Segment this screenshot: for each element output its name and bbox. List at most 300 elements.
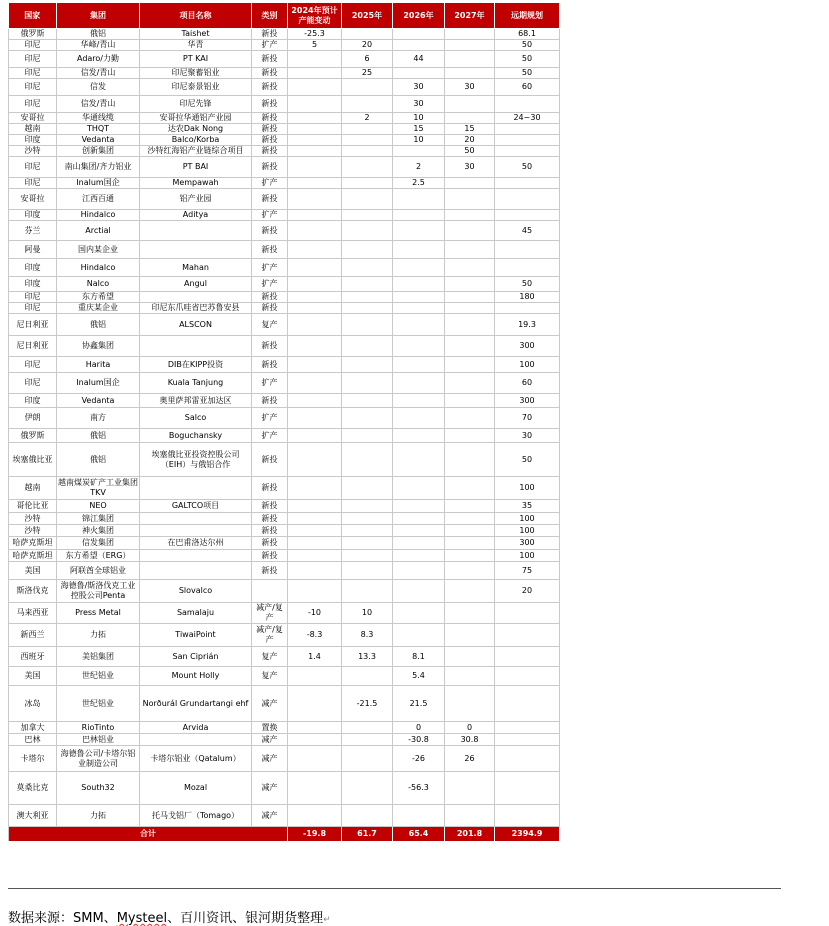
- cell-project: 奥里萨邦雷亚加达区: [140, 394, 252, 408]
- cell-y2027: [445, 68, 495, 79]
- table-body: [9, 29, 560, 827]
- cell-group: 神火集团: [57, 525, 140, 537]
- cell-country: 印尼: [9, 303, 57, 314]
- cell-y2026: -26: [393, 746, 445, 772]
- cell-y2025: 8.3: [342, 624, 393, 647]
- cell-group: THQT: [57, 124, 140, 135]
- cell-y2025: [342, 525, 393, 537]
- cell-y2026: 2.5: [393, 178, 445, 189]
- cell-y2024: [288, 525, 342, 537]
- cell-project: [140, 292, 252, 303]
- cell-y2027: [445, 314, 495, 336]
- cell-y2027: [445, 394, 495, 408]
- cell-y2024: [288, 68, 342, 79]
- cell-type: 复产: [252, 314, 288, 336]
- table-row: [9, 178, 560, 189]
- cell-country: 印尼: [9, 178, 57, 189]
- table-header-row: [9, 3, 560, 29]
- cell-type: 减产/复产: [252, 603, 288, 624]
- cell-y2026: 5.4: [393, 667, 445, 686]
- cell-group: 俄铝: [57, 314, 140, 336]
- cell-type: 新投: [252, 357, 288, 373]
- cell-y2027: [445, 29, 495, 40]
- cell-long-term: 19.3: [495, 314, 560, 336]
- cell-y2027: [445, 373, 495, 394]
- cell-y2027: 30: [445, 157, 495, 178]
- cell-y2025: [342, 772, 393, 805]
- cell-type: 复产: [252, 647, 288, 667]
- cell-group: NEO: [57, 500, 140, 513]
- cell-y2026: 30: [393, 79, 445, 96]
- cell-y2024: [288, 277, 342, 292]
- cell-y2025: [342, 221, 393, 241]
- cell-y2027: [445, 189, 495, 210]
- cell-country: 莫桑比克: [9, 772, 57, 805]
- cell-y2027: [445, 537, 495, 550]
- cell-project: Mozal: [140, 772, 252, 805]
- cell-y2025: [342, 562, 393, 580]
- cell-long-term: [495, 178, 560, 189]
- capacity-table: [8, 3, 560, 842]
- cell-project: [140, 513, 252, 525]
- cell-project: Slovalco: [140, 580, 252, 603]
- cell-y2024: [288, 259, 342, 277]
- cell-type: 新投: [252, 29, 288, 40]
- table-row: [9, 373, 560, 394]
- cell-long-term: [495, 96, 560, 113]
- cell-y2027: [445, 178, 495, 189]
- cell-y2026: [393, 805, 445, 827]
- cell-country: 印尼: [9, 79, 57, 96]
- header-2027: 2027年: [445, 3, 495, 29]
- cell-group: 俄铝: [57, 29, 140, 40]
- cell-y2024: [288, 221, 342, 241]
- cell-y2027: 0: [445, 722, 495, 734]
- table-row: [9, 746, 560, 772]
- cell-type: 新投: [252, 51, 288, 68]
- cell-country: 印尼: [9, 40, 57, 51]
- cell-y2025: [342, 292, 393, 303]
- cell-y2025: [342, 79, 393, 96]
- cell-y2026: 2: [393, 157, 445, 178]
- cell-long-term: 100: [495, 477, 560, 500]
- table-row: [9, 135, 560, 146]
- cell-country: 俄罗斯: [9, 29, 57, 40]
- cell-project: Mahan: [140, 259, 252, 277]
- cell-country: 印度: [9, 259, 57, 277]
- cell-project: [140, 477, 252, 500]
- cell-country: 越南: [9, 477, 57, 500]
- cell-type: 新投: [252, 124, 288, 135]
- cell-y2026: [393, 513, 445, 525]
- cell-y2025: [342, 667, 393, 686]
- cell-long-term: [495, 734, 560, 746]
- cell-y2025: [342, 394, 393, 408]
- cell-type: 新投: [252, 292, 288, 303]
- cell-y2027: [445, 51, 495, 68]
- cell-y2025: 25: [342, 68, 393, 79]
- cell-y2025: [342, 550, 393, 562]
- table-row: [9, 429, 560, 443]
- cell-type: 新投: [252, 79, 288, 96]
- cell-long-term: 50: [495, 277, 560, 292]
- table-row: [9, 124, 560, 135]
- cell-y2025: [342, 303, 393, 314]
- cell-type: 扩产: [252, 429, 288, 443]
- table-row: [9, 40, 560, 51]
- cell-long-term: 300: [495, 394, 560, 408]
- cell-group: 东方希望: [57, 292, 140, 303]
- cell-y2024: [288, 373, 342, 394]
- cell-y2027: [445, 647, 495, 667]
- cell-country: 卡塔尔: [9, 746, 57, 772]
- cell-y2025: 20: [342, 40, 393, 51]
- cell-country: 哈萨克斯坦: [9, 550, 57, 562]
- cell-y2024: [288, 292, 342, 303]
- cell-type: 新投: [252, 189, 288, 210]
- cell-y2026: 8.1: [393, 647, 445, 667]
- table-row: [9, 96, 560, 113]
- cell-long-term: [495, 722, 560, 734]
- cell-group: 国内某企业: [57, 241, 140, 259]
- cell-y2027: 15: [445, 124, 495, 135]
- cell-y2024: -10: [288, 603, 342, 624]
- cell-y2026: -56.3: [393, 772, 445, 805]
- cell-y2026: [393, 314, 445, 336]
- cell-y2024: -8.3: [288, 624, 342, 647]
- cell-type: 扩产: [252, 210, 288, 221]
- table-row: [9, 146, 560, 157]
- cell-country: 尼日利亚: [9, 314, 57, 336]
- cell-long-term: 35: [495, 500, 560, 513]
- cell-y2026: [393, 259, 445, 277]
- cell-y2024: [288, 96, 342, 113]
- cell-long-term: 50: [495, 157, 560, 178]
- cell-y2027: [445, 96, 495, 113]
- cell-project: Norðurál Grundartangi ehf: [140, 686, 252, 722]
- cell-type: 新投: [252, 550, 288, 562]
- cell-y2027: [445, 603, 495, 624]
- table-row: [9, 603, 560, 624]
- cell-y2025: [342, 210, 393, 221]
- total-row: [9, 827, 560, 842]
- cell-y2025: -21.5: [342, 686, 393, 722]
- cell-long-term: [495, 647, 560, 667]
- cell-type: 新投: [252, 96, 288, 113]
- cell-project: 印尼泰景铝业: [140, 79, 252, 96]
- cell-y2024: [288, 178, 342, 189]
- cell-long-term: [495, 189, 560, 210]
- cell-country: 芬兰: [9, 221, 57, 241]
- table-row: [9, 189, 560, 210]
- cell-group: 海德鲁/斯洛伐克工业控股公司Penta: [57, 580, 140, 603]
- table-row: [9, 772, 560, 805]
- table-row: [9, 336, 560, 357]
- cell-y2024: [288, 667, 342, 686]
- cell-y2026: [393, 443, 445, 477]
- cell-y2025: [342, 146, 393, 157]
- cell-project: GALTCO项目: [140, 500, 252, 513]
- cell-y2026: [393, 29, 445, 40]
- cell-y2025: [342, 429, 393, 443]
- table-row: [9, 513, 560, 525]
- header-2025: 2025年: [342, 3, 393, 29]
- cell-y2026: [393, 292, 445, 303]
- cell-project: [140, 525, 252, 537]
- table-row: [9, 79, 560, 96]
- cell-y2025: [342, 29, 393, 40]
- cell-type: 置换: [252, 722, 288, 734]
- cell-y2024: [288, 210, 342, 221]
- cell-y2026: 44: [393, 51, 445, 68]
- table-row: [9, 357, 560, 373]
- cell-y2024: [288, 189, 342, 210]
- cell-y2027: [445, 303, 495, 314]
- cell-country: 印尼: [9, 68, 57, 79]
- header-country: 国家: [9, 3, 57, 29]
- cell-long-term: [495, 210, 560, 221]
- cell-project: 华青: [140, 40, 252, 51]
- cell-y2024: [288, 772, 342, 805]
- cell-group: 信发/青山: [57, 96, 140, 113]
- header-project: 项目名称: [140, 3, 252, 29]
- cell-y2027: [445, 357, 495, 373]
- data-source-note: [8, 907, 331, 926]
- cell-long-term: 100: [495, 525, 560, 537]
- cell-y2024: [288, 135, 342, 146]
- cell-long-term: 300: [495, 537, 560, 550]
- cell-type: 新投: [252, 562, 288, 580]
- table-row: [9, 394, 560, 408]
- cell-y2027: [445, 429, 495, 443]
- cell-group: 创新集团: [57, 146, 140, 157]
- cell-y2025: [342, 135, 393, 146]
- cell-y2024: 1.4: [288, 647, 342, 667]
- cell-project: Mount Holly: [140, 667, 252, 686]
- cell-y2026: [393, 537, 445, 550]
- cell-y2027: [445, 562, 495, 580]
- cell-project: Boguchansky: [140, 429, 252, 443]
- cell-long-term: 100: [495, 357, 560, 373]
- cell-y2027: [445, 772, 495, 805]
- cell-type: 新投: [252, 443, 288, 477]
- cell-long-term: [495, 624, 560, 647]
- table-row: [9, 292, 560, 303]
- cell-project: TiwaiPoint: [140, 624, 252, 647]
- cell-y2027: [445, 513, 495, 525]
- source-mysteel: Mysteel: [116, 911, 168, 926]
- cell-type: 新投: [252, 303, 288, 314]
- table-row: [9, 477, 560, 500]
- cell-country: 印尼: [9, 357, 57, 373]
- cell-project: 在巴甫洛达尔州: [140, 537, 252, 550]
- table-row: [9, 550, 560, 562]
- cell-y2025: [342, 189, 393, 210]
- cell-type: 新投: [252, 157, 288, 178]
- cell-group: 阿联酋全球铝业: [57, 562, 140, 580]
- cell-group: Inalum国企: [57, 178, 140, 189]
- cell-y2027: [445, 667, 495, 686]
- cell-y2027: [445, 241, 495, 259]
- cell-y2025: [342, 734, 393, 746]
- cell-y2025: 2: [342, 113, 393, 124]
- cell-y2024: [288, 79, 342, 96]
- table-row: [9, 210, 560, 221]
- cell-y2024: [288, 394, 342, 408]
- cell-project: [140, 241, 252, 259]
- cell-group: 华峰/青山: [57, 40, 140, 51]
- cell-project: ALSCON: [140, 314, 252, 336]
- cell-y2026: [393, 624, 445, 647]
- cell-group: 南方: [57, 408, 140, 429]
- cell-type: 扩产: [252, 259, 288, 277]
- cell-long-term: [495, 746, 560, 772]
- cell-country: 安哥拉: [9, 113, 57, 124]
- cell-country: 印尼: [9, 96, 57, 113]
- cell-group: 信发: [57, 79, 140, 96]
- cell-project: 托马戈铝厂（Tomago）: [140, 805, 252, 827]
- total-label: 合计: [9, 827, 288, 842]
- cell-country: 印尼: [9, 51, 57, 68]
- cell-type: 减产: [252, 734, 288, 746]
- table-row: [9, 805, 560, 827]
- table-row: [9, 259, 560, 277]
- cell-y2024: [288, 408, 342, 429]
- cell-y2027: [445, 277, 495, 292]
- cell-long-term: 50: [495, 40, 560, 51]
- cell-project: Aditya: [140, 210, 252, 221]
- cell-y2027: [445, 477, 495, 500]
- cell-y2027: [445, 580, 495, 603]
- cell-y2027: [445, 259, 495, 277]
- paragraph-mark-icon: ↵: [323, 915, 331, 925]
- cell-country: 斯洛伐克: [9, 580, 57, 603]
- table-row: [9, 113, 560, 124]
- cell-type: 减产: [252, 805, 288, 827]
- table-row: [9, 734, 560, 746]
- cell-y2027: 20: [445, 135, 495, 146]
- cell-type: 扩产: [252, 373, 288, 394]
- cell-y2024: [288, 146, 342, 157]
- cell-y2025: [342, 580, 393, 603]
- cell-country: 印度: [9, 277, 57, 292]
- table-row: [9, 562, 560, 580]
- cell-y2024: [288, 513, 342, 525]
- cell-type: 新投: [252, 68, 288, 79]
- cell-group: Press Metal: [57, 603, 140, 624]
- cell-project: 埃塞俄比亚投资控股公司（EIH）与俄铝合作: [140, 443, 252, 477]
- cell-y2026: [393, 40, 445, 51]
- cell-y2026: [393, 68, 445, 79]
- cell-long-term: 24~30: [495, 113, 560, 124]
- header-long-term: 远期规划: [495, 3, 560, 29]
- cell-y2026: [393, 500, 445, 513]
- cell-y2024: [288, 550, 342, 562]
- cell-country: 尼日利亚: [9, 336, 57, 357]
- cell-long-term: 100: [495, 550, 560, 562]
- cell-group: 俄铝: [57, 429, 140, 443]
- cell-type: 新投: [252, 513, 288, 525]
- cell-long-term: [495, 686, 560, 722]
- cell-y2025: [342, 259, 393, 277]
- table-row: [9, 314, 560, 336]
- table-row: [9, 51, 560, 68]
- cell-long-term: 180: [495, 292, 560, 303]
- cell-group: 东方希望（ERG）: [57, 550, 140, 562]
- header-type: 类别: [252, 3, 288, 29]
- cell-type: 减产: [252, 686, 288, 722]
- cell-long-term: 60: [495, 373, 560, 394]
- cell-y2026: [393, 525, 445, 537]
- cell-group: 重庆某企业: [57, 303, 140, 314]
- cell-project: Kuala Tanjung: [140, 373, 252, 394]
- cell-y2025: [342, 805, 393, 827]
- cell-y2025: [342, 477, 393, 500]
- cell-type: 新投: [252, 500, 288, 513]
- cell-y2027: [445, 113, 495, 124]
- cell-group: 俄铝: [57, 443, 140, 477]
- cell-y2027: [445, 550, 495, 562]
- total-long-term: 2394.9: [495, 827, 560, 842]
- cell-y2024: [288, 241, 342, 259]
- cell-y2026: [393, 580, 445, 603]
- cell-y2024: [288, 537, 342, 550]
- cell-y2027: [445, 221, 495, 241]
- table-row: [9, 443, 560, 477]
- cell-type: 新投: [252, 135, 288, 146]
- cell-type: 减产: [252, 772, 288, 805]
- cell-y2027: [445, 500, 495, 513]
- cell-y2027: [445, 40, 495, 51]
- cell-country: 阿曼: [9, 241, 57, 259]
- cell-y2026: [393, 429, 445, 443]
- cell-y2024: [288, 477, 342, 500]
- cell-long-term: [495, 772, 560, 805]
- cell-y2025: [342, 373, 393, 394]
- cell-country: 美国: [9, 667, 57, 686]
- cell-y2024: [288, 580, 342, 603]
- cell-country: 伊朗: [9, 408, 57, 429]
- cell-y2027: 26: [445, 746, 495, 772]
- cell-type: 新投: [252, 113, 288, 124]
- cell-y2026: -30.8: [393, 734, 445, 746]
- cell-project: 铝产业园: [140, 189, 252, 210]
- cell-group: 越南煤炭矿产工业集团TKV: [57, 477, 140, 500]
- cell-group: Harita: [57, 357, 140, 373]
- cell-country: 加拿大: [9, 722, 57, 734]
- cell-y2026: [393, 277, 445, 292]
- cell-y2025: [342, 336, 393, 357]
- cell-project: 印尼东爪哇省巴苏鲁安县: [140, 303, 252, 314]
- cell-y2026: [393, 562, 445, 580]
- cell-long-term: [495, 667, 560, 686]
- cell-group: Hindalco: [57, 210, 140, 221]
- cell-group: 巴林铝业: [57, 734, 140, 746]
- header-2026: 2026年: [393, 3, 445, 29]
- cell-y2024: -25.3: [288, 29, 342, 40]
- cell-country: 埃塞俄比亚: [9, 443, 57, 477]
- cell-y2025: [342, 124, 393, 135]
- cell-y2025: [342, 537, 393, 550]
- cell-country: 巴林: [9, 734, 57, 746]
- cell-long-term: 68.1: [495, 29, 560, 40]
- cell-country: 西班牙: [9, 647, 57, 667]
- cell-y2025: [342, 408, 393, 429]
- cell-y2024: [288, 51, 342, 68]
- cell-long-term: 30: [495, 429, 560, 443]
- table-row: [9, 500, 560, 513]
- cell-project: [140, 336, 252, 357]
